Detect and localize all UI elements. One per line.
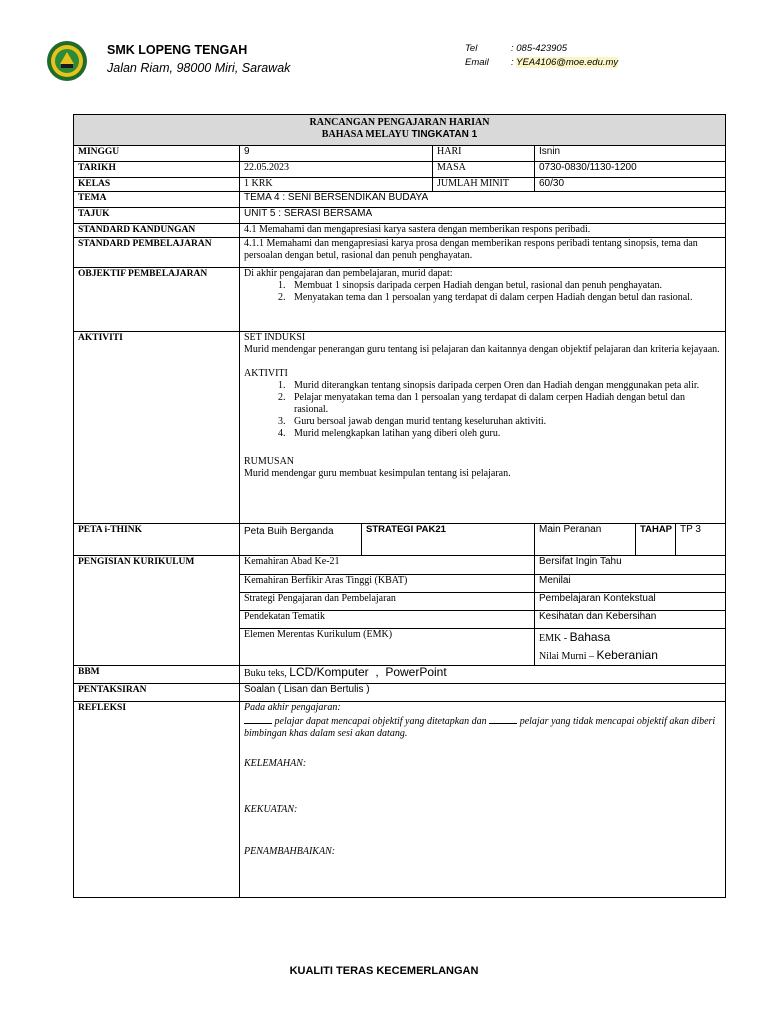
- kurikulum-items: [240, 556, 535, 666]
- tel-line: [465, 43, 567, 54]
- kurikulum-item: Kemahiran Berfikir Aras Tinggi (KBAT): [240, 574, 534, 592]
- bbm-label: BBM: [74, 665, 240, 683]
- kurikulum-item: Elemen Merentas Kurikulum (EMK): [244, 628, 393, 640]
- minggu-value: 9: [240, 146, 433, 162]
- tema-label: TEMA: [74, 192, 240, 208]
- nilai-value: Keberanian: [596, 647, 658, 662]
- doc-title-cell: [74, 115, 726, 146]
- kurikulum-value: Menilai: [535, 574, 725, 592]
- induksi-text: Murid mendengar penerangan guru tentang isi pelajaran dan kaitannya dengan objektif pelajaran dan kriteria kejayaan.: [244, 344, 720, 355]
- footer-motto: KUALITI TERAS KECEMERLANGAN: [289, 965, 479, 977]
- email-value[interactable]: YEA4106@moe.edu.my: [516, 57, 619, 68]
- jumlah-value: 60/30: [535, 178, 726, 192]
- nilai-prefix: Nilai Murni –: [539, 650, 597, 662]
- doc-form: TINGKATAN 1: [411, 129, 478, 140]
- aktiviti-cell: [240, 332, 726, 524]
- blank-line: [489, 714, 517, 724]
- kurikulum-label: PENGISIAN KURIKULUM: [74, 556, 240, 666]
- refleksi-cell: [240, 701, 726, 897]
- tel-label: Tel: [465, 43, 478, 54]
- email-label: Email: [465, 57, 489, 68]
- kurikulum-values: [535, 556, 726, 666]
- lesson-plan-table: [73, 114, 726, 898]
- school-name: SMK LOPENG TENGAH: [107, 43, 248, 57]
- penambahbaikan-heading: PENAMBAHBAIKAN:: [244, 845, 336, 857]
- bbm-prefix: Buku teks,: [244, 667, 287, 679]
- jumlah-label: JUMLAH MINIT: [433, 178, 535, 192]
- hari-value: Isnin: [535, 146, 726, 162]
- sp-value: 4.1.1 Memahami dan mengapresiasi karya prosa dengan memberikan respons peribadi tentang sinopsis, tema dan persoalan dengan betul, rasional dan penuh penghayatan.: [240, 238, 726, 268]
- minggu-label: MINGGU: [74, 146, 240, 162]
- refleksi-text-a: pelajar dapat mencapai objektif yang ditetapkan dan: [274, 715, 487, 727]
- peta-label: PETA i-THINK: [74, 524, 240, 556]
- tajuk-value: UNIT 5 : SERASI BERSAMA: [240, 208, 726, 224]
- objektif-list: [244, 280, 721, 304]
- pentaksiran-value: Soalan ( Lisan dan Bertulis ): [240, 683, 726, 701]
- sk-value: 4.1 Memahami dan mengapresiasi karya sastera dengan memberikan respons peribadi.: [240, 224, 726, 238]
- kelemahan-heading: KELEMAHAN:: [244, 757, 307, 769]
- doc-title: RANCANGAN PENGAJARAN HARIAN: [309, 117, 490, 128]
- tahap-value: TP 3: [676, 524, 726, 556]
- kurikulum-item: Kemahiran Abad Ke-21: [240, 556, 534, 574]
- emk-value: Bahasa: [569, 629, 611, 644]
- objektif-label: OBJEKTIF PEMBELAJARAN: [74, 268, 240, 332]
- tahap-label: TAHAP: [636, 524, 676, 556]
- strategi-value: Main Peranan: [535, 524, 636, 556]
- kurikulum-item: Strategi Pengajaran dan Pembelajaran: [240, 592, 534, 610]
- peta-value: Peta Buih Berganda: [240, 524, 362, 556]
- tarikh-label: TARIKH: [74, 162, 240, 178]
- aktiviti-list: [244, 380, 721, 440]
- aktiviti-label: AKTIVITI: [74, 332, 240, 524]
- emk-prefix: EMK -: [539, 632, 570, 644]
- doc-subject: BAHASA MELAYU: [321, 129, 409, 140]
- kekuatan-heading: KEKUATAN:: [244, 803, 298, 815]
- school-address: Jalan Riam, 98000 Miri, Sarawak: [107, 61, 291, 75]
- kurikulum-item: Pendekatan Tematik: [240, 610, 534, 628]
- school-logo: [46, 40, 88, 82]
- refleksi-text-b: pelajar yang tidak mencapai objektif akan diberi bimbingan khas dalam sesi akan datang.: [244, 715, 716, 739]
- aktiviti-heading: AKTIVITI: [244, 368, 288, 379]
- induksi-heading: SET INDUKSI: [244, 332, 306, 343]
- aktiviti-item: 1. Murid diterangkan tentang sinopsis daripada cerpen Oren dan Hadiah dengan menggunakan peta alir.: [288, 380, 721, 392]
- kurikulum-value: Kesihatan dan Kebersihan: [535, 610, 725, 628]
- tarikh-value: 22.05.2023: [240, 162, 433, 178]
- objektif-cell: [240, 268, 726, 332]
- rumusan-heading: RUMUSAN: [244, 456, 295, 467]
- kurikulum-value: Pembelajaran Kontekstual: [535, 592, 725, 610]
- refleksi-intro: Pada akhir pengajaran:: [244, 701, 341, 713]
- tema-value: TEMA 4 : SENI BERSENDIKAN BUDAYA: [240, 192, 726, 208]
- masa-value: 0730-0830/1130-1200: [535, 162, 726, 178]
- kelas-label: KELAS: [74, 178, 240, 192]
- blank-line: [244, 714, 272, 724]
- objektif-intro: Di akhir pengajaran dan pembelajaran, murid dapat:: [244, 268, 453, 279]
- bbm-cell: [240, 665, 726, 683]
- kelas-value: 1 KRK: [240, 178, 433, 192]
- strategi-label: STRATEGI PAK21: [362, 524, 535, 556]
- tajuk-label: TAJUK: [74, 208, 240, 224]
- refleksi-label: REFLEKSI: [74, 701, 240, 897]
- bbm-value: LCD/Komputer , PowerPoint: [289, 665, 447, 679]
- aktiviti-item: 4. Murid melengkapkan latihan yang diberi oleh guru.: [288, 428, 721, 440]
- rumusan-text: Murid mendengar guru membuat kesimpulan tentang isi pelajaran.: [244, 468, 511, 479]
- hari-label: HARI: [433, 146, 535, 162]
- pentaksiran-label: PENTAKSIRAN: [74, 683, 240, 701]
- objektif-item: 1. Membuat 1 sinopsis daripada cerpen Hadiah dengan betul, rasional dan penuh penghayatan.: [288, 280, 721, 292]
- objektif-item: 2. Menyatakan tema dan 1 persoalan yang terdapat di dalam cerpen Hadiah dengan betul dan rasional.: [288, 292, 721, 304]
- masa-label: MASA: [433, 162, 535, 178]
- aktiviti-item: 3. Guru bersoal jawab dengan murid tentang keseluruhan aktiviti.: [288, 416, 721, 428]
- aktiviti-item: 2. Pelajar menyatakan tema dan 1 persoalan yang terdapat di dalam cerpen Hadiah dengan betul dan rasional.: [288, 392, 721, 416]
- sk-label: STANDARD KANDUNGAN: [74, 224, 240, 238]
- kurikulum-value: Bersifat Ingin Tahu: [535, 556, 725, 574]
- tel-value: : 085-423905: [511, 43, 567, 54]
- sp-label: STANDARD PEMBELAJARAN: [74, 238, 240, 268]
- email-line: Email : YEA4106@moe.edu.my: [465, 57, 619, 68]
